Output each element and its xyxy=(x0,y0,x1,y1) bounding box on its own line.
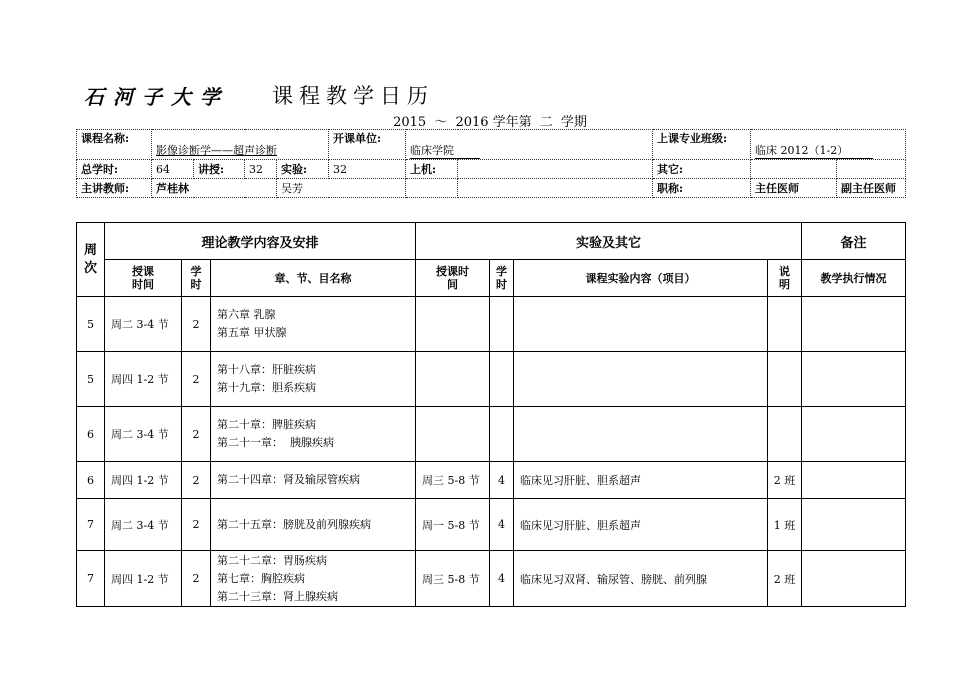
hours-cell: 2 xyxy=(182,297,211,352)
lab-content-header: 课程实验内容（项目） xyxy=(514,260,768,297)
explain-cell xyxy=(768,297,802,352)
hours-cell: 2 xyxy=(182,551,211,607)
time-cell: 周二 3-4 节 xyxy=(105,499,182,551)
semester-label1: 学年第 xyxy=(492,115,532,130)
dept-label: 开课单位: xyxy=(329,130,406,160)
lab-hours-cell: 4 xyxy=(490,551,514,607)
year-end: 2016 xyxy=(455,115,489,130)
computer-value xyxy=(458,160,653,179)
hours-cell: 2 xyxy=(182,407,211,462)
teacher-2: 吴芳 xyxy=(277,179,406,198)
semester-label2: 学期 xyxy=(560,115,587,130)
lab-time-cell xyxy=(416,352,490,407)
time-cell: 周四 1-2 节 xyxy=(105,462,182,499)
lab-content-cell xyxy=(514,407,768,462)
class-name: 临床 2012（1-2） xyxy=(755,142,873,159)
schedule-table xyxy=(76,222,906,607)
teacher-1: 芦桂林 xyxy=(152,179,277,198)
lab-time-cell: 周一 5-8 节 xyxy=(416,499,490,551)
chapter-line: 第十九章：胆系疾病 xyxy=(217,381,316,394)
week-cell: 7 xyxy=(77,499,105,551)
chapter-line: 第二十四章：肾及输尿管疾病 xyxy=(217,473,360,486)
class-cell xyxy=(751,130,906,160)
course-info-table xyxy=(76,129,906,198)
lab-label: 实验: xyxy=(277,160,329,179)
lab-time-header: 授课时间 xyxy=(416,260,490,297)
other-label: 其它: xyxy=(653,160,751,179)
lab-hours-cell: 4 xyxy=(490,499,514,551)
notes-cell xyxy=(802,462,906,499)
semester-term: 二 xyxy=(539,115,553,130)
year-sep: ～ xyxy=(434,115,448,130)
explain-cell xyxy=(768,407,802,462)
chapter-cell xyxy=(211,499,416,551)
chapter-line: 第二十五章：膀胱及前列腺疾病 xyxy=(217,517,371,531)
chapter-line: 第七章：胸腔疾病 xyxy=(217,571,305,585)
explain-cell xyxy=(768,352,802,407)
lab-header: 实验及其它 xyxy=(416,223,802,260)
notes-cell xyxy=(802,551,906,607)
dept-cell xyxy=(406,130,653,160)
lab-content-cell xyxy=(514,297,768,352)
lab-hours-cell xyxy=(490,297,514,352)
table-row xyxy=(77,462,906,499)
chapter-cell xyxy=(211,352,416,407)
chapter-cell xyxy=(211,462,416,499)
explain-cell: 2 班 xyxy=(768,551,802,607)
class-label: 上课专业班级: xyxy=(653,130,751,160)
time-header: 授课时间 xyxy=(105,260,182,297)
notes-cell xyxy=(802,297,906,352)
other-value-1 xyxy=(751,160,837,179)
chapter-line: 第十八章：肝脏疾病 xyxy=(217,363,316,376)
teacher-blank-1 xyxy=(406,179,458,198)
chapter-line: 第六章 乳腺 xyxy=(217,308,276,321)
rank-label: 职称: xyxy=(653,179,751,198)
notes-header: 备注 xyxy=(802,223,906,260)
lab-time-cell: 周三 5-8 节 xyxy=(416,551,490,607)
lab-time-cell: 周三 5-8 节 xyxy=(416,462,490,499)
chapter-cell xyxy=(211,551,416,607)
week-cell: 7 xyxy=(77,551,105,607)
course-name-label: 课程名称: xyxy=(77,130,152,160)
time-cell: 周四 1-2 节 xyxy=(105,551,182,607)
notes-cell xyxy=(802,407,906,462)
exec-header: 教学执行情况 xyxy=(802,260,906,297)
table-row xyxy=(77,407,906,462)
total-hours: 64 xyxy=(152,160,194,179)
hours-header: 学时 xyxy=(182,260,211,297)
chapter-line: 第二十一章： 胰腺疾病 xyxy=(217,436,334,449)
table-row xyxy=(77,551,906,607)
rank-2: 副主任医师 xyxy=(837,179,906,198)
lab-hours-cell xyxy=(490,352,514,407)
chapter-cell xyxy=(211,297,416,352)
lecture-hours: 32 xyxy=(245,160,277,179)
week-cell: 5 xyxy=(77,297,105,352)
document-title: 课程教学日历 xyxy=(272,84,434,108)
university-name: 石河子大学 xyxy=(84,85,229,109)
explain-cell: 2 班 xyxy=(768,462,802,499)
year-start: 2015 xyxy=(393,115,427,130)
lab-hours-header: 学时 xyxy=(490,260,514,297)
week-header: 周次 xyxy=(77,223,105,297)
hours-cell: 2 xyxy=(182,462,211,499)
lab-hours: 32 xyxy=(329,160,406,179)
lab-content-cell: 临床见习肝脏、胆系超声 xyxy=(514,499,768,551)
week-cell: 6 xyxy=(77,407,105,462)
table-row xyxy=(77,499,906,551)
lecture-label: 讲授: xyxy=(194,160,245,179)
table-row xyxy=(77,352,906,407)
course-name-cell xyxy=(152,130,329,160)
lab-hours-cell: 4 xyxy=(490,462,514,499)
lab-time-cell xyxy=(416,407,490,462)
chapter-line: 第五章 甲状腺 xyxy=(217,326,287,339)
lab-content-cell: 临床见习肝脏、胆系超声 xyxy=(514,462,768,499)
teacher-blank-2 xyxy=(458,179,653,198)
hours-cell: 2 xyxy=(182,352,211,407)
time-cell: 周二 3-4 节 xyxy=(105,407,182,462)
time-cell: 周四 1-2 节 xyxy=(105,352,182,407)
lab-content-cell: 临床见习双肾、输尿管、膀胱、前列腺 xyxy=(514,551,768,607)
time-cell: 周二 3-4 节 xyxy=(105,297,182,352)
week-cell: 5 xyxy=(77,352,105,407)
teacher-label: 主讲教师: xyxy=(77,179,152,198)
notes-cell xyxy=(802,352,906,407)
explain-cell: 1 班 xyxy=(768,499,802,551)
table-row xyxy=(77,297,906,352)
hours-cell: 2 xyxy=(182,499,211,551)
chapter-line: 第二十三章：肾上腺疾病 xyxy=(217,589,338,603)
semester-line xyxy=(0,111,980,130)
computer-label: 上机: xyxy=(406,160,458,179)
lab-content-cell xyxy=(514,352,768,407)
week-cell: 6 xyxy=(77,462,105,499)
chapter-line: 第二十二章：胃肠疾病 xyxy=(217,553,327,567)
dept: 临床学院 xyxy=(410,142,480,159)
total-hours-label: 总学时: xyxy=(77,160,152,179)
other-value-2 xyxy=(837,160,906,179)
lab-time-cell xyxy=(416,297,490,352)
notes-cell xyxy=(802,499,906,551)
chapter-line: 第二十章：脾脏疾病 xyxy=(217,418,316,431)
theory-header: 理论教学内容及安排 xyxy=(105,223,416,260)
course-name: 影像诊断学——超声诊断 xyxy=(156,144,277,157)
chapter-header: 章、节、目名称 xyxy=(211,260,416,297)
lab-hours-cell xyxy=(490,407,514,462)
explain-header: 说明 xyxy=(768,260,802,297)
rank-1: 主任医师 xyxy=(751,179,837,198)
chapter-cell xyxy=(211,407,416,462)
